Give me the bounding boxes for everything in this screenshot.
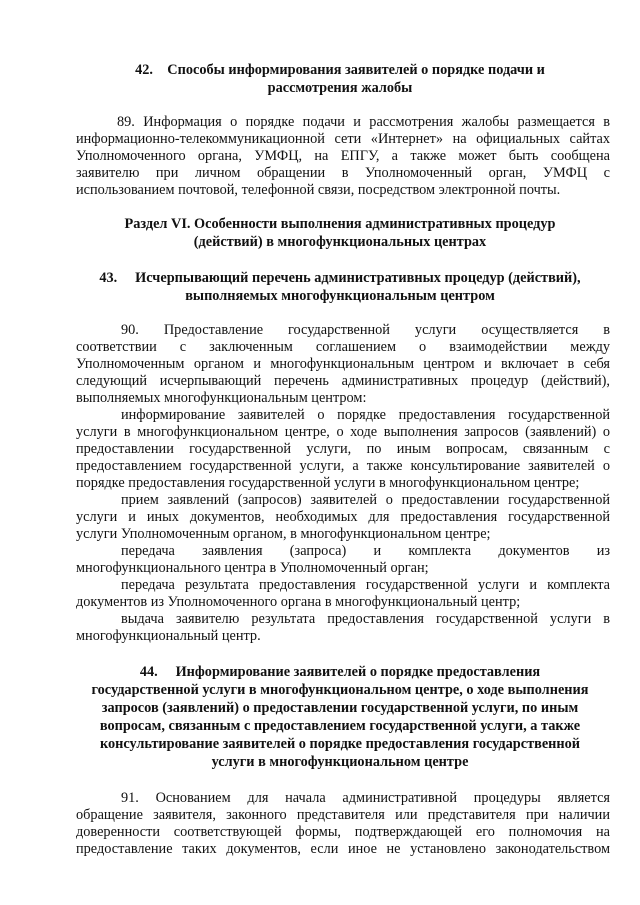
p90-line: выполняемых многофункциональным центром:: [76, 390, 367, 406]
section-number: 44.: [139, 664, 158, 680]
p91-line: доверенности соответствующей формы, подтверждающей его полномочия на: [76, 824, 610, 840]
p91-line: обращение заявителя, законного представителя или представителя при наличии: [76, 807, 610, 823]
section-title: Информирование заявителей о порядке предоставления: [175, 664, 541, 680]
list-item-line: выдача заявителю результата предоставления государственной услуги в: [121, 611, 610, 627]
section-42-heading: [40, 62, 640, 79]
p90-line: соответствии с заключенным соглашением о взаимодействии между: [76, 339, 610, 355]
p89-line: информационно-телекоммуникационной сети «Интернет» на официальных сайтах: [76, 131, 610, 147]
section-44-heading-line: консультирование заявителей о порядке предоставления государственной: [99, 736, 581, 752]
list-item-line: услуги и иных документов, необходимых для предоставления государственной: [76, 509, 610, 525]
list-item-line: предоставлением государственной услуги, а также консультирование заявителей о: [76, 458, 610, 474]
section-title: Способы информирования заявителей о порядке подачи и: [167, 62, 545, 78]
list-item-line: порядке предоставления государственной услуги в многофункциональном центре;: [76, 475, 580, 491]
section-42-heading-line2: рассмотрения жалобы: [267, 80, 413, 96]
section-number: 42.: [135, 62, 153, 78]
p90-line: Уполномоченным органом и многофункциональным центром и включает в себя: [76, 356, 610, 372]
list-item-line: услуги в многофункциональном центре, о ходе выполнения запросов (заявлений) о: [76, 424, 610, 440]
list-item-line: предоставлении государственной услуги, по иным вопросам, связанным с: [76, 441, 610, 457]
section-44-heading-line: услуги в многофункциональном центре: [211, 754, 469, 770]
part-heading-line2: (действий) в многофункциональных центрах: [193, 234, 487, 250]
p91-line: 91. Основанием для начала административной процедуры является: [121, 790, 610, 806]
p90-line: следующий исчерпывающий перечень административных процедур (действий),: [76, 373, 610, 389]
p89-line: использованием почтовой, телефонной связи, посредством электронной почты.: [76, 182, 561, 198]
section-43-heading-line2: выполняемых многофункциональным центром: [185, 288, 495, 304]
list-item-line: многофункциональный центр.: [76, 628, 261, 644]
list-item-line: передача результата предоставления государственной услуги и комплекта: [121, 577, 610, 593]
p89-line: 89. Информация о порядке подачи и рассмотрения жалобы размещается в: [117, 114, 610, 130]
list-item-line: прием заявлений (запросов) заявителей о предоставлении государственной: [121, 492, 610, 508]
list-item-line: услуги Уполномоченным органом, в многофункциональном центре;: [76, 526, 491, 542]
list-item-line: документов из Уполномоченного органа в многофункциональный центр;: [76, 594, 521, 610]
p89-line: заявителю при личном обращении в Уполномоченный орган, УМФЦ с: [76, 165, 610, 181]
section-43-heading: [40, 270, 640, 287]
list-item-line: многофункционального центра в Уполномоченный орган;: [76, 560, 429, 576]
part-heading: Раздел VI. Особенности выполнения административных процедур: [124, 216, 556, 232]
section-44-heading-line: государственной услуги в многофункциональном центре, о ходе выполнения: [91, 682, 589, 698]
section-44-heading-line: вопросам, связанным с предоставлением государственной услуги, а также: [99, 718, 581, 734]
list-item-line: информирование заявителей о порядке предоставления государственной: [121, 407, 610, 423]
section-44-heading: [40, 664, 640, 681]
section-number: 43.: [99, 270, 118, 286]
list-item-line: передача заявления (запроса) и комплекта документов из: [121, 543, 610, 559]
p91-line: предоставление таких документов, если иное не установлено законодательством: [76, 841, 610, 857]
section-title: Исчерпывающий перечень административных процедур (действий),: [135, 270, 581, 286]
p89-line: Уполномоченного органа, УМФЦ, на ЕПГУ, а также может быть сообщена: [76, 148, 610, 164]
section-44-heading-line: запросов (заявлений) о предоставлении государственной услуги, по иным: [101, 700, 579, 716]
p90-line: 90. Предоставление государственной услуги осуществляется в: [121, 322, 610, 338]
